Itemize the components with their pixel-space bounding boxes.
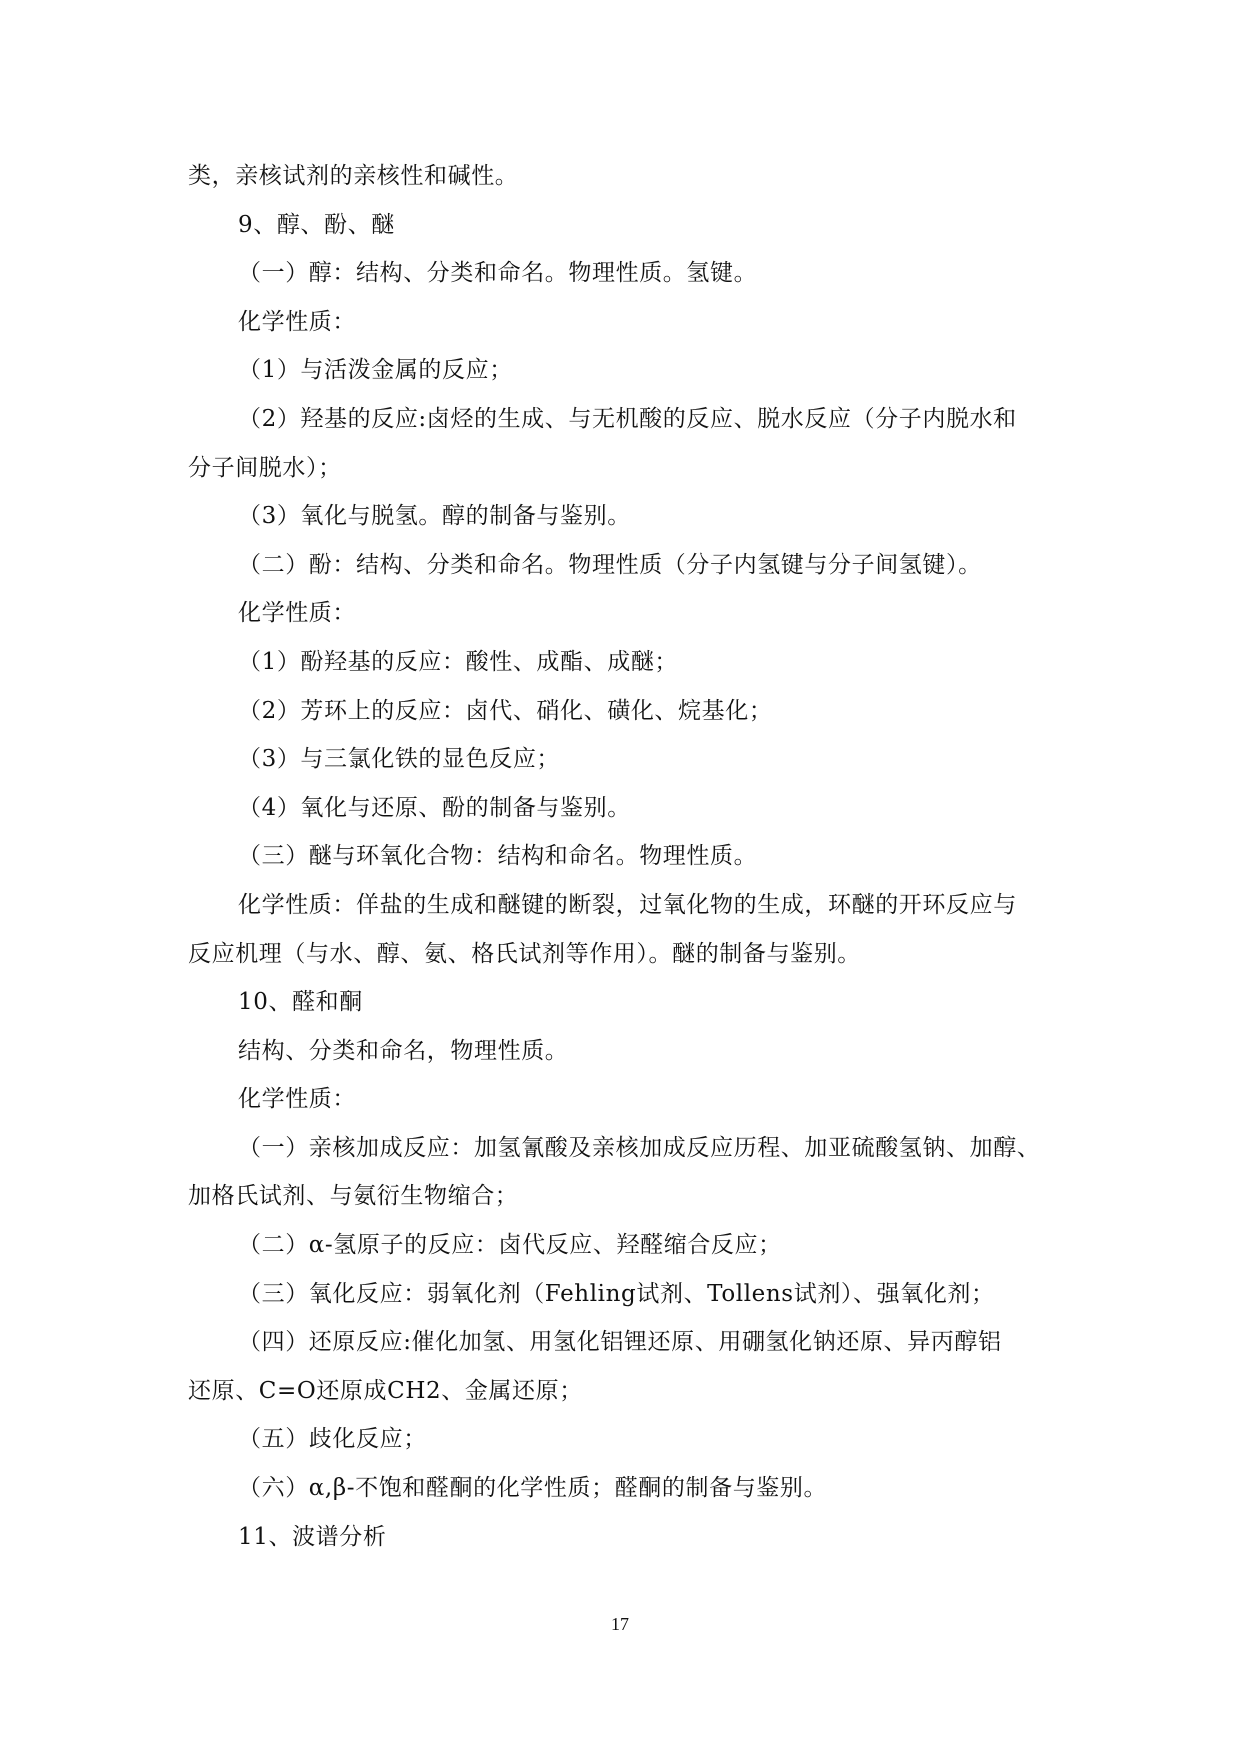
list-item: （1）与活泼金属的反应； <box>238 357 513 384</box>
list-item: （二）α-氢原子的反应：卤代反应、羟醛缩合反应； <box>238 1232 782 1259</box>
list-item: （一）亲核加成反应：加氢氰酸及亲核加成反应历程、加亚硫酸氢钠、加醇、 <box>238 1134 1041 1161</box>
text-line: （二）酚：结构、分类和命名。物理性质（分子内氢键与分子间氢键）。 <box>238 551 982 578</box>
section-heading: 10、醛和酮 <box>238 989 363 1016</box>
text-line: 反应机理（与水、醇、氨、格氏试剂等作用）。醚的制备与鉴别。 <box>188 940 861 967</box>
text-line: 加格氏试剂、与氨衍生物缩合； <box>188 1183 519 1210</box>
list-item: （2）羟基的反应:卤烃的生成、与无机酸的反应、脱水反应（分子内脱水和 <box>238 405 1017 432</box>
list-item: （四）还原反应:催化加氢、用氢化铝锂还原、用硼氢化钠还原、异丙醇铝 <box>238 1329 1002 1356</box>
text-line: 分子间脱水）； <box>188 454 342 481</box>
list-item: （1）酚羟基的反应：酸性、成酯、成醚； <box>238 648 679 675</box>
text-line: 结构、分类和命名，物理性质。 <box>238 1037 569 1064</box>
section-heading: 9、醇、酚、醚 <box>238 211 395 238</box>
text-line: 化学性质： <box>238 1086 356 1113</box>
text-line: 化学性质： <box>238 600 356 627</box>
text-line: （三）醚与环氧化合物：结构和命名。物理性质。 <box>238 843 758 870</box>
section-heading: 11、波谱分析 <box>238 1523 387 1550</box>
list-item: （2）芳环上的反应：卤代、硝化、磺化、烷基化； <box>238 697 773 724</box>
text-line: 还原、C=O还原成CH2、金属还原； <box>188 1377 583 1404</box>
list-item: （3）与三氯化铁的显色反应； <box>238 746 561 773</box>
list-item: （五）歧化反应； <box>238 1426 427 1453</box>
page-number: 17 <box>611 1614 629 1634</box>
list-item: （六）α,β-不饱和醛酮的化学性质；醛酮的制备与鉴别。 <box>238 1475 828 1502</box>
text-line: 类，亲核试剂的亲核性和碱性。 <box>188 163 519 189</box>
text-line: 化学性质： <box>238 308 356 335</box>
text-line: 化学性质：佯盐的生成和醚键的断裂，过氧化物的生成，环醚的开环反应与 <box>238 891 1017 918</box>
text-line: （一）醇：结构、分类和命名。物理性质。氢键。 <box>238 260 758 287</box>
list-item: （3）氧化与脱氢。醇的制备与鉴别。 <box>238 503 631 530</box>
list-item: （4）氧化与还原、酚的制备与鉴别。 <box>238 794 631 821</box>
list-item: （三）氧化反应：弱氧化剂（Fehling试剂、Tollens试剂）、强氧化剂； <box>238 1280 995 1307</box>
document-body <box>188 152 1058 1561</box>
